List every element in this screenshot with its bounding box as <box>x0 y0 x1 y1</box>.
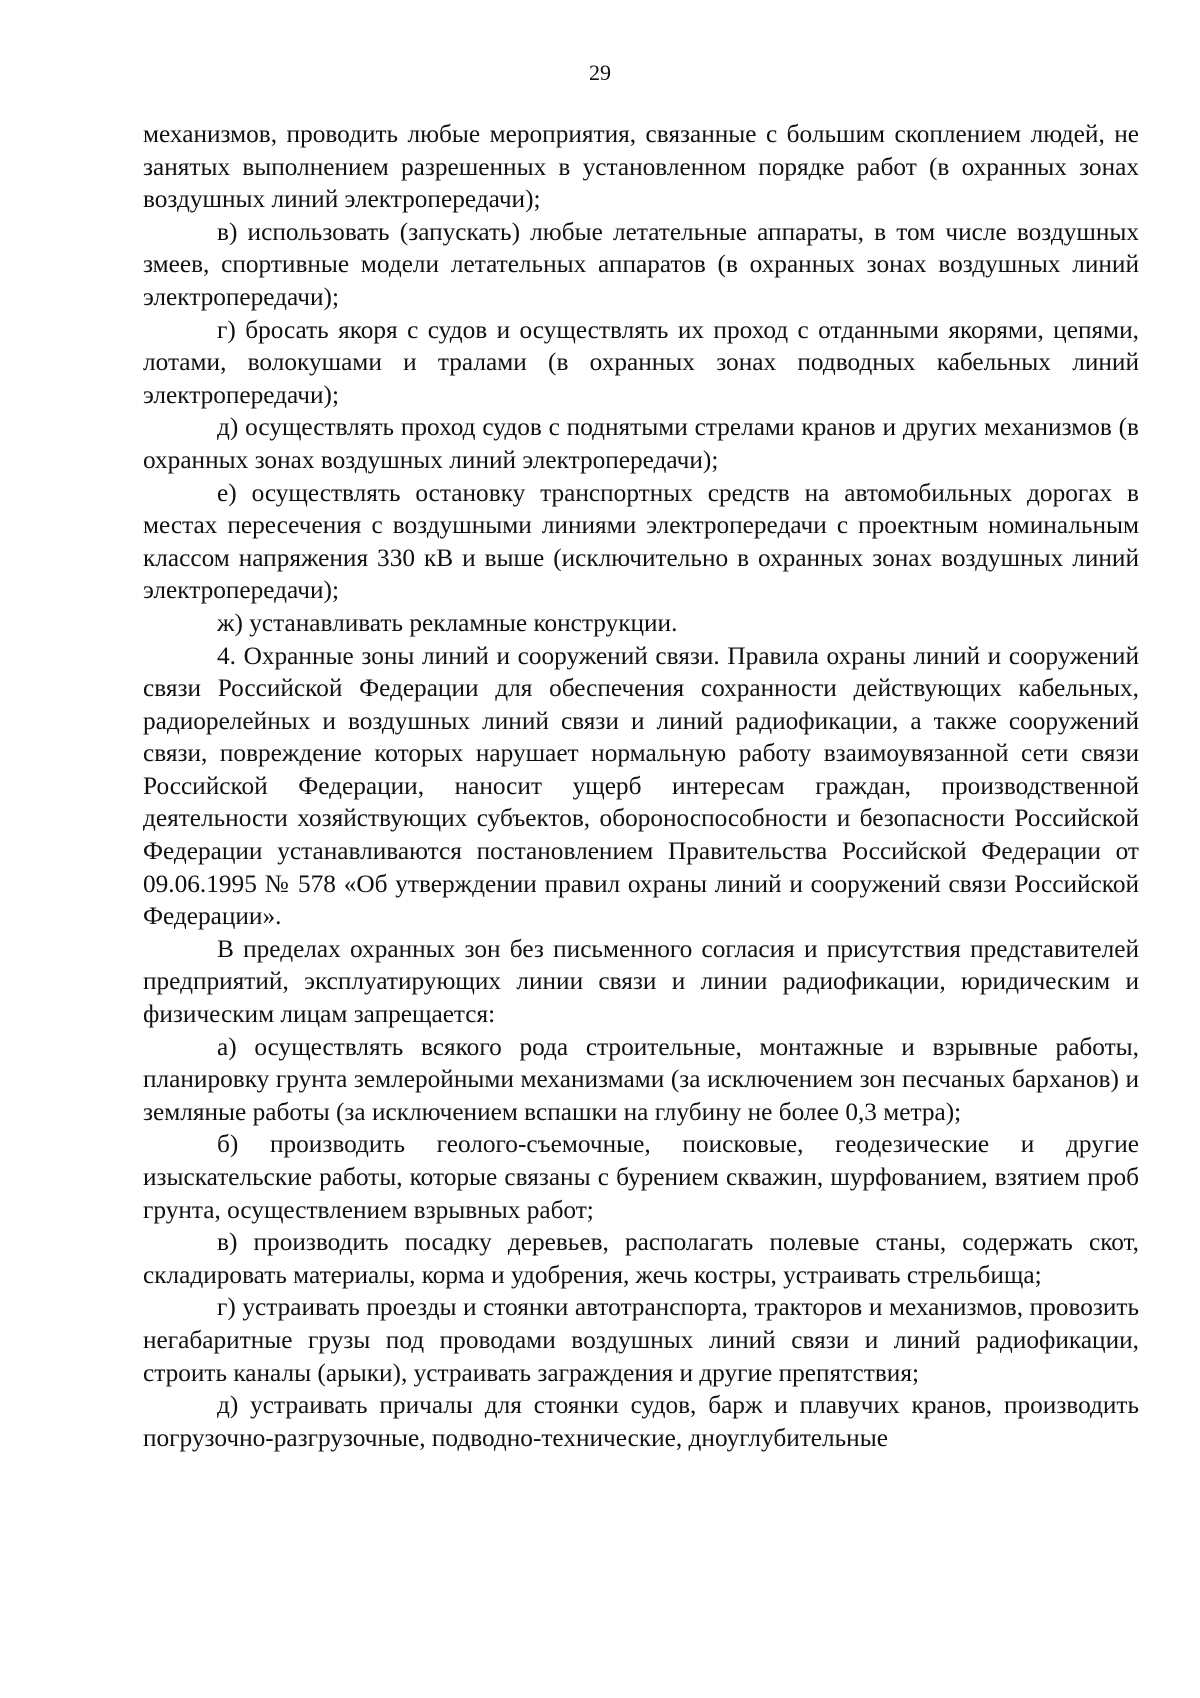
paragraph-continuation: механизмов, проводить любые мероприятия, связанные с большим скоплением людей, не занятых выполнением разрешенных в установленном порядке работ (в охранных зонах воздушных линий электропередачи); <box>143 120 1139 214</box>
paragraph-item-g-passages: г) устраивать проезды и стоянки автотранспорта, тракторов и механизмов, провозить негабаритные грузы под проводами воздушных линий связи и линий радиофикации, строить каналы (арыки), устраивать заграждения и другие препятствия; <box>143 1293 1139 1387</box>
paragraph-item-zh-advertising: ж) устанавливать рекламные конструкции. <box>217 608 678 637</box>
paragraph-item-e-vehicles: е) осуществлять остановку транспортных средств на автомобильных дорогах в местах пересечения с воздушными линиями электропередачи с проектным номинальным классом напряжения 330 кВ и выше (исключительно в охранных зонах воздушных линий электропередачи); <box>143 478 1139 605</box>
paragraph-section-4: 4. Охранные зоны линий и сооружений связи. Правила охраны линий и сооружений связи Российской Федерации для обеспечения сохранности действующих кабельных, радиорелейных и воздушных линий связи и линий радиофикации, а также сооружений связи, повреждение которых нарушает нормальную работу взаимоувязанной сети связи Российской Федерации, наносит ущерб интересам граждан, производственной деятельности хозяйствующих субъектов, обороноспособности и безопасности Российской Федерации устанавливаются постановлением Правительства Российской Федерации от 09.06.1995 № 578 «Об утверждении правил охраны линий и сооружений связи Российской Федерации». <box>143 641 1139 931</box>
paragraph-item-d-moorings: д) устраивать причалы для стоянки судов, барж и плавучих кранов, производить погрузочно-разгрузочные, подводно-технические, дноуглубительные <box>143 1391 1139 1452</box>
paragraph-item-g-anchors: г) бросать якоря с судов и осуществлять их проход с отданными якорями, цепями, лотами, волокушами и тралами (в охранных зонах подводных кабельных линий электропередачи); <box>143 315 1139 409</box>
paragraph-item-b-survey: б) производить геолого-съемочные, поисковые, геодезические и другие изыскательские работы, которые связаны с бурением скважин, шурфованием, взятием проб грунта, осуществлением взрывных работ; <box>143 1130 1139 1224</box>
page-number: 29 <box>589 60 611 85</box>
document-body <box>143 118 1139 1454</box>
paragraph-item-v-aircraft: в) использовать (запускать) любые летательные аппараты, в том числе воздушных змеев, спортивные модели летательных аппаратов (в охранных зонах воздушных линий электропередачи); <box>143 217 1139 311</box>
paragraph-prohibitions-intro: В пределах охранных зон без письменного согласия и присутствия представителей предприятий, эксплуатирующих линии связи и линии радиофикации, юридическим и физическим лицам запрещается: <box>143 934 1139 1029</box>
paragraph-item-d-cranes: д) осуществлять проход судов с поднятыми стрелами кранов и других механизмов (в охранных зонах воздушных линий электропередачи); <box>143 413 1139 474</box>
paragraph-item-v-planting: в) производить посадку деревьев, располагать полевые станы, содержать скот, складировать материалы, корма и удобрения, жечь костры, устраивать стрельбища; <box>143 1228 1139 1289</box>
paragraph-item-a-construction: а) осуществлять всякого рода строительные, монтажные и взрывные работы, планировку грунта землеройными механизмами (за исключением зон песчаных барханов) и земляные работы (за исключением вспашки на глубину не более 0,3 метра); <box>143 1032 1139 1126</box>
